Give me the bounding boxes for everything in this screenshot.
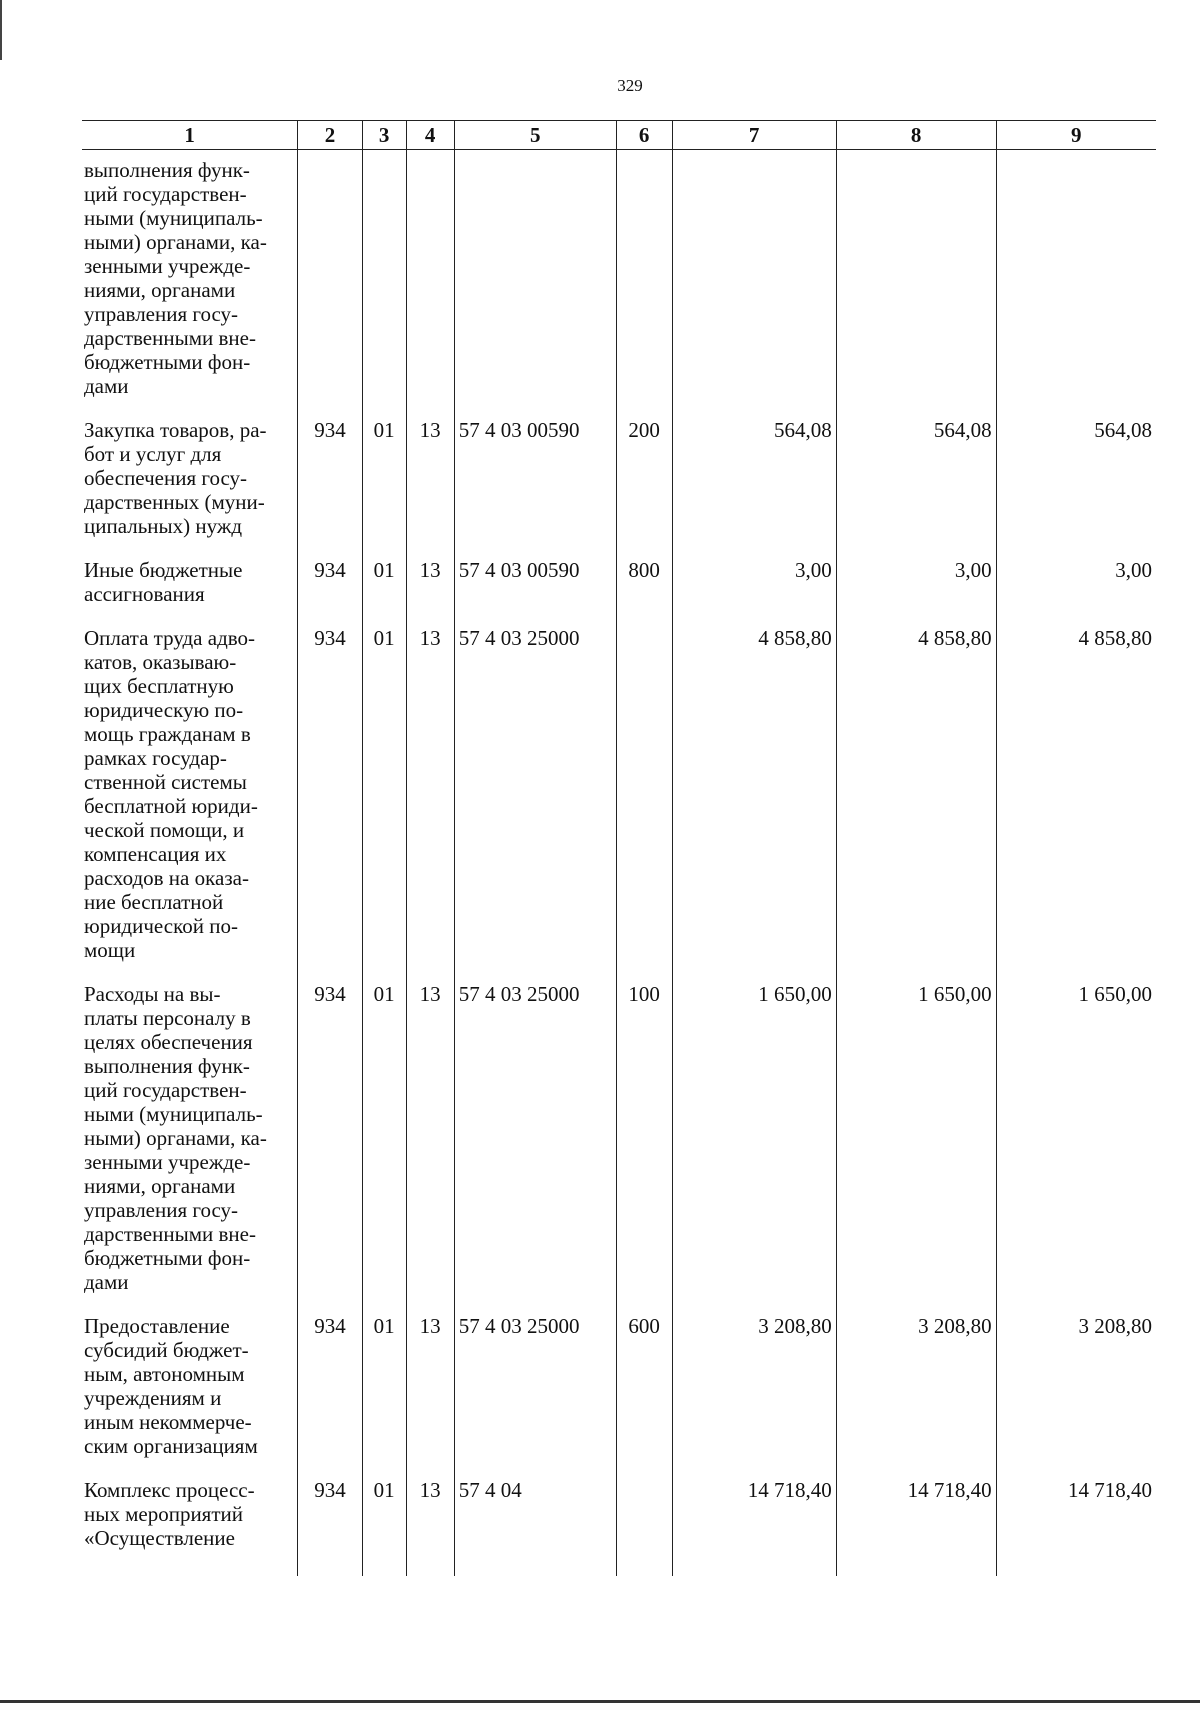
cell-expense-type: 100	[616, 982, 672, 1314]
col-header-1: 1	[82, 121, 298, 150]
table-row	[82, 558, 1156, 626]
table-row	[82, 1478, 1156, 1576]
cell-subsection	[406, 150, 454, 419]
cell-expense-type: 200	[616, 418, 672, 558]
header-row	[82, 121, 1156, 150]
cell-amount-7: 14 718,40	[672, 1478, 836, 1576]
col-header-9: 9	[996, 121, 1156, 150]
row-name: Предоставление субсидий бюджет- ным, автономным учреждениям и иным некоммерче- ским организациям	[84, 1314, 258, 1458]
cell-amount-9: 3 208,80	[996, 1314, 1156, 1478]
cell-target-article: 57 4 03 00590	[454, 418, 616, 558]
cell-expense-type	[616, 150, 672, 419]
cell-expense-type	[616, 1478, 672, 1576]
cell-ministry	[298, 150, 363, 419]
cell-subsection: 13	[406, 1314, 454, 1478]
col-header-7: 7	[672, 121, 836, 150]
table-row	[82, 626, 1156, 982]
cell-amount-8	[836, 150, 996, 419]
cell-amount-8: 3,00	[836, 558, 996, 626]
cell-target-article: 57 4 03 00590	[454, 558, 616, 626]
cell-target-article	[454, 150, 616, 419]
cell-target-article: 57 4 03 25000	[454, 982, 616, 1314]
cell-amount-7: 3 208,80	[672, 1314, 836, 1478]
cell-section: 01	[362, 982, 406, 1314]
table-row	[82, 982, 1156, 1314]
scan-edge-line	[0, 0, 2, 60]
cell-subsection: 13	[406, 558, 454, 626]
cell-amount-8: 3 208,80	[836, 1314, 996, 1478]
cell-amount-9	[996, 150, 1156, 419]
budget-table	[82, 120, 1156, 1576]
cell-amount-7: 564,08	[672, 418, 836, 558]
cell-ministry: 934	[298, 418, 363, 558]
cell-ministry: 934	[298, 1478, 363, 1576]
row-name: Закупка товаров, ра- бот и услуг для обеспечения госу- дарственных (муни- ципальных) нужд	[84, 418, 267, 538]
row-name: Комплекс процесс- ных мероприятий «Осуществление	[84, 1478, 255, 1550]
row-name: выполнения функ- ций государствен- ными (муниципаль- ными) органами, ка- зенными учрежде- ниями, органами управления госу- дарственными вне- бюджетными фон- дами	[84, 158, 267, 398]
cell-subsection: 13	[406, 626, 454, 982]
cell-amount-8: 1 650,00	[836, 982, 996, 1314]
table-row	[82, 150, 1156, 419]
cell-section: 01	[362, 558, 406, 626]
col-header-2: 2	[298, 121, 363, 150]
cell-subsection: 13	[406, 418, 454, 558]
cell-amount-9: 14 718,40	[996, 1478, 1156, 1576]
cell-section: 01	[362, 626, 406, 982]
col-header-5: 5	[454, 121, 616, 150]
cell-subsection: 13	[406, 1478, 454, 1576]
cell-expense-type	[616, 626, 672, 982]
cell-target-article: 57 4 04	[454, 1478, 616, 1576]
cell-amount-8: 564,08	[836, 418, 996, 558]
scan-bottom-line	[0, 1700, 1200, 1703]
table-row	[82, 1314, 1156, 1478]
cell-amount-8: 14 718,40	[836, 1478, 996, 1576]
table-row	[82, 418, 1156, 558]
col-header-4: 4	[406, 121, 454, 150]
cell-amount-9: 564,08	[996, 418, 1156, 558]
row-name: Оплата труда адво- катов, оказываю- щих бесплатную юридическую по- мощь гражданам в рамках государ- ственной системы бесплатной юриди- ческой помощи, и компенсация их расходов на оказа- ние бесплатной юридической по- мощи	[84, 626, 258, 962]
cell-section: 01	[362, 1478, 406, 1576]
row-name: Расходы на вы- платы персоналу в целях обеспечения выполнения функ- ций государствен- ными (муниципаль- ными) органами, ка- зенными учрежде- ниями, органами управления госу- дарственными вне- бюджетными фон- дами	[84, 982, 267, 1294]
page-number: 329	[617, 76, 643, 95]
cell-amount-7: 3,00	[672, 558, 836, 626]
cell-amount-9: 3,00	[996, 558, 1156, 626]
cell-amount-7	[672, 150, 836, 419]
cell-section: 01	[362, 1314, 406, 1478]
cell-section	[362, 150, 406, 419]
cell-expense-type: 600	[616, 1314, 672, 1478]
cell-ministry: 934	[298, 982, 363, 1314]
cell-amount-9: 1 650,00	[996, 982, 1156, 1314]
cell-amount-9: 4 858,80	[996, 626, 1156, 982]
cell-amount-8: 4 858,80	[836, 626, 996, 982]
cell-subsection: 13	[406, 982, 454, 1314]
cell-section: 01	[362, 418, 406, 558]
cell-target-article: 57 4 03 25000	[454, 626, 616, 982]
cell-amount-7: 1 650,00	[672, 982, 836, 1314]
cell-ministry: 934	[298, 1314, 363, 1478]
col-header-8: 8	[836, 121, 996, 150]
row-name: Иные бюджетные ассигнования	[84, 558, 243, 606]
cell-ministry: 934	[298, 626, 363, 982]
cell-amount-7: 4 858,80	[672, 626, 836, 982]
cell-ministry: 934	[298, 558, 363, 626]
cell-target-article: 57 4 03 25000	[454, 1314, 616, 1478]
col-header-3: 3	[362, 121, 406, 150]
cell-expense-type: 800	[616, 558, 672, 626]
col-header-6: 6	[616, 121, 672, 150]
